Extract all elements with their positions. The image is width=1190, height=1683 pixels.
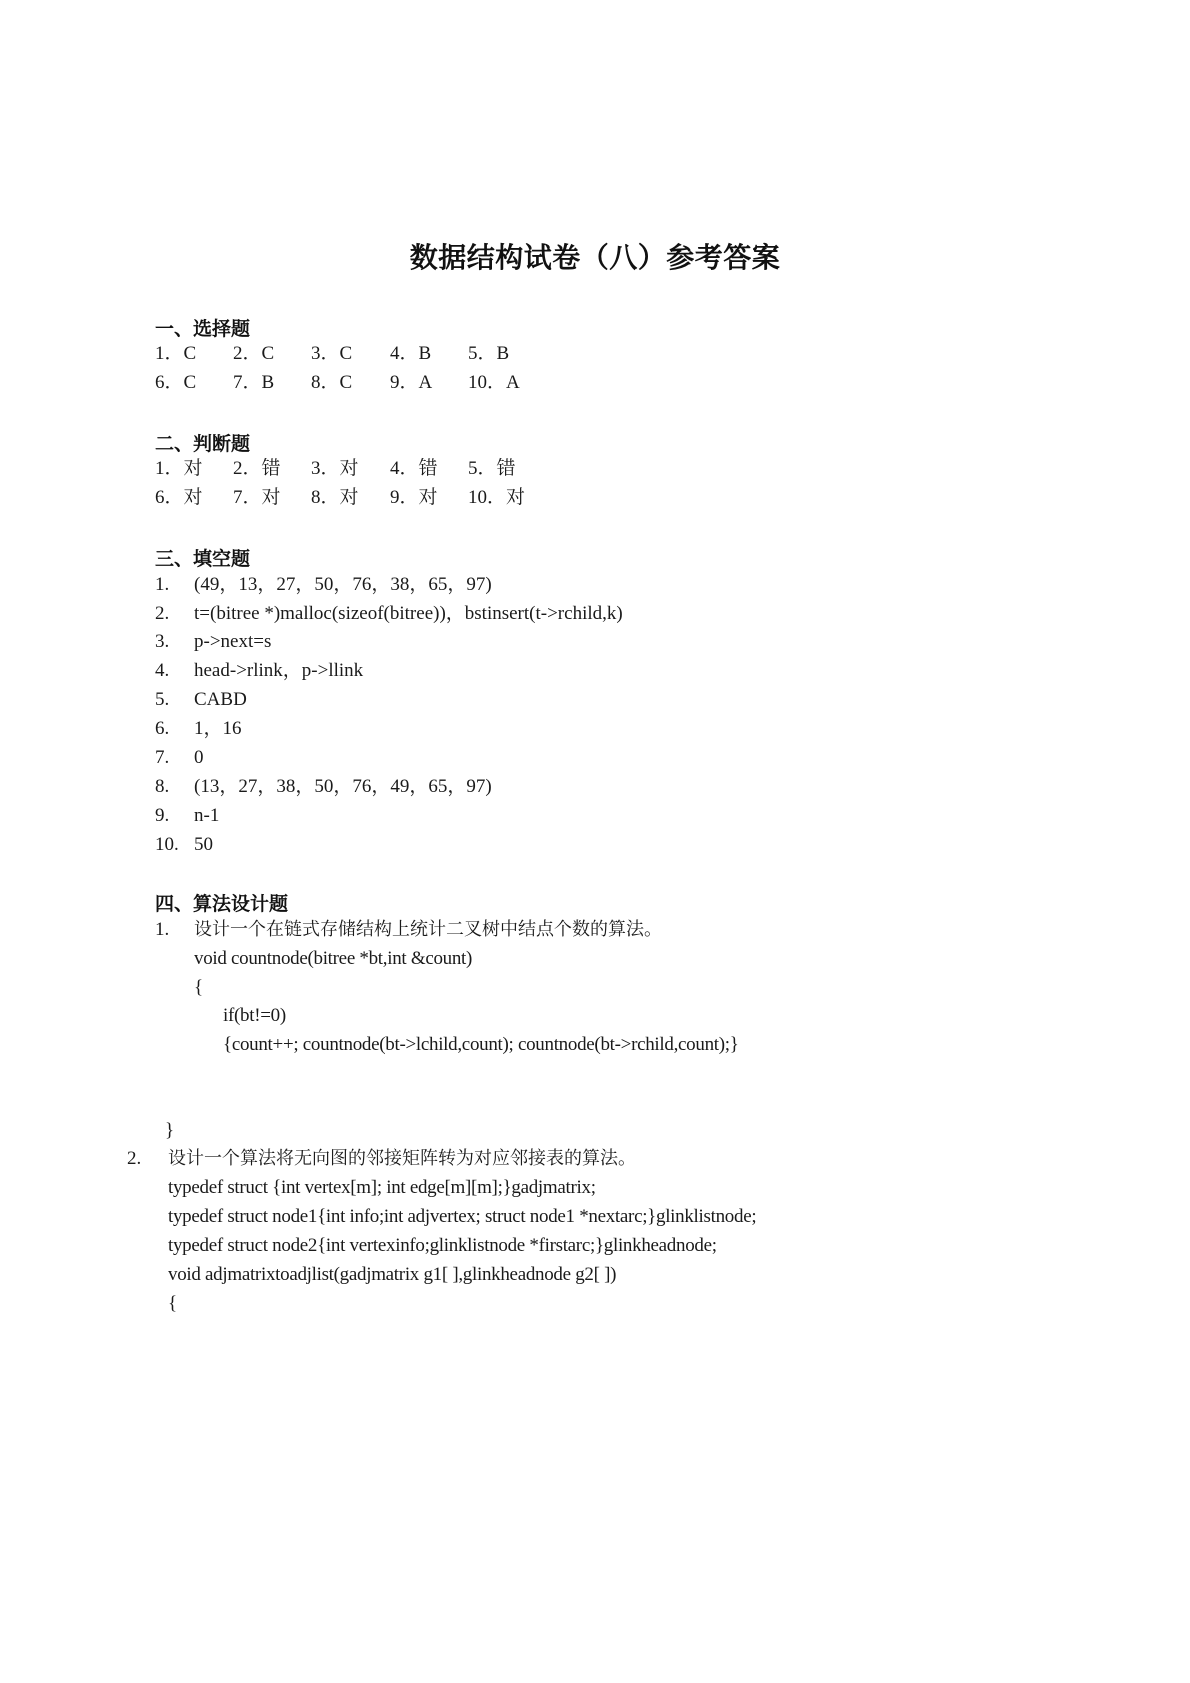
item-number: 2.: [155, 603, 170, 624]
item-number: 10.: [155, 834, 179, 855]
item-number: 1.: [155, 574, 170, 595]
answer-item: 7．B: [233, 372, 275, 393]
item-answer: (49，13，27，50，76，38，65，97): [194, 574, 492, 595]
answer-item: 8．C: [311, 372, 353, 393]
item-answer: (13，27，38，50，76，49，65，97): [194, 776, 492, 797]
answer-item: 2．C: [233, 343, 275, 364]
answer-item: 2．错: [233, 458, 281, 479]
answer-item: 3．C: [311, 343, 353, 364]
item-answer: 50: [194, 834, 213, 855]
item-answer: head->rlink，p->llink: [194, 660, 364, 681]
answer-item: 4．错: [390, 458, 438, 479]
code-line: typedef struct node2{int vertexinfo;glinklistnode *firstarc;}glinkheadnode;: [168, 1235, 717, 1256]
question-number: 1.: [155, 919, 170, 940]
answer-item: 10．对: [468, 487, 526, 508]
question-number: 2.: [127, 1148, 142, 1169]
item-number: 7.: [155, 747, 170, 768]
answer-item: 8．对: [311, 487, 359, 508]
answer-item: 1．对: [155, 458, 203, 479]
item-number: 4.: [155, 660, 170, 681]
answer-item: 6．对: [155, 487, 203, 508]
item-answer: 1，16: [194, 718, 242, 739]
section-heading-choice: 一、选择题: [155, 318, 251, 340]
item-number: 6.: [155, 718, 170, 739]
item-number: 9.: [155, 805, 170, 826]
item-answer: n-1: [194, 805, 220, 826]
code-line: {count++; countnode(bt->lchild,count); countnode(bt->rchild,count);}: [223, 1034, 739, 1055]
answer-item: 5．B: [468, 343, 510, 364]
section-heading-fill: 三、填空题: [155, 548, 251, 570]
answer-item: 3．对: [311, 458, 359, 479]
item-answer: t=(bitree *)malloc(sizeof(bitree))，bstinsert(t->rchild,k): [194, 603, 623, 624]
item-answer: 0: [194, 747, 204, 768]
code-line: typedef struct {int vertex[m]; int edge[m][m];}gadjmatrix;: [168, 1177, 596, 1198]
answer-item: 5．错: [468, 458, 516, 479]
question-text: 设计一个在链式存储结构上统计二叉树中结点个数的算法。: [194, 919, 662, 940]
section-heading-judge: 二、判断题: [155, 433, 251, 455]
answer-item: 9．A: [390, 372, 433, 393]
item-number: 8.: [155, 776, 170, 797]
answer-item: 9．对: [390, 487, 438, 508]
answer-item: 1．C: [155, 343, 197, 364]
item-answer: CABD: [194, 689, 247, 710]
code-line: if(bt!=0): [223, 1005, 286, 1026]
question-text: 设计一个算法将无向图的邻接矩阵转为对应邻接表的算法。: [168, 1148, 636, 1169]
page-title: 数据结构试卷（八）参考答案: [409, 241, 781, 274]
answer-item: 6．C: [155, 372, 197, 393]
answer-item: 7．对: [233, 487, 281, 508]
code-line: void countnode(bitree *bt,int &count): [194, 948, 473, 969]
code-line: {: [194, 977, 203, 998]
code-line: typedef struct node1{int info;int adjvertex; struct node1 *nextarc;}glinklistnode;: [168, 1206, 757, 1227]
code-line: {: [168, 1293, 177, 1314]
code-line: }: [165, 1120, 174, 1141]
section-heading-algo: 四、算法设计题: [155, 893, 289, 915]
code-line: void adjmatrixtoadjlist(gadjmatrix g1[ ],glinkheadnode g2[ ]): [168, 1264, 617, 1285]
item-answer: p->next=s: [194, 631, 272, 652]
answer-item: 4．B: [390, 343, 432, 364]
item-number: 3.: [155, 631, 170, 652]
item-number: 5.: [155, 689, 170, 710]
answer-item: 10．A: [468, 372, 520, 393]
